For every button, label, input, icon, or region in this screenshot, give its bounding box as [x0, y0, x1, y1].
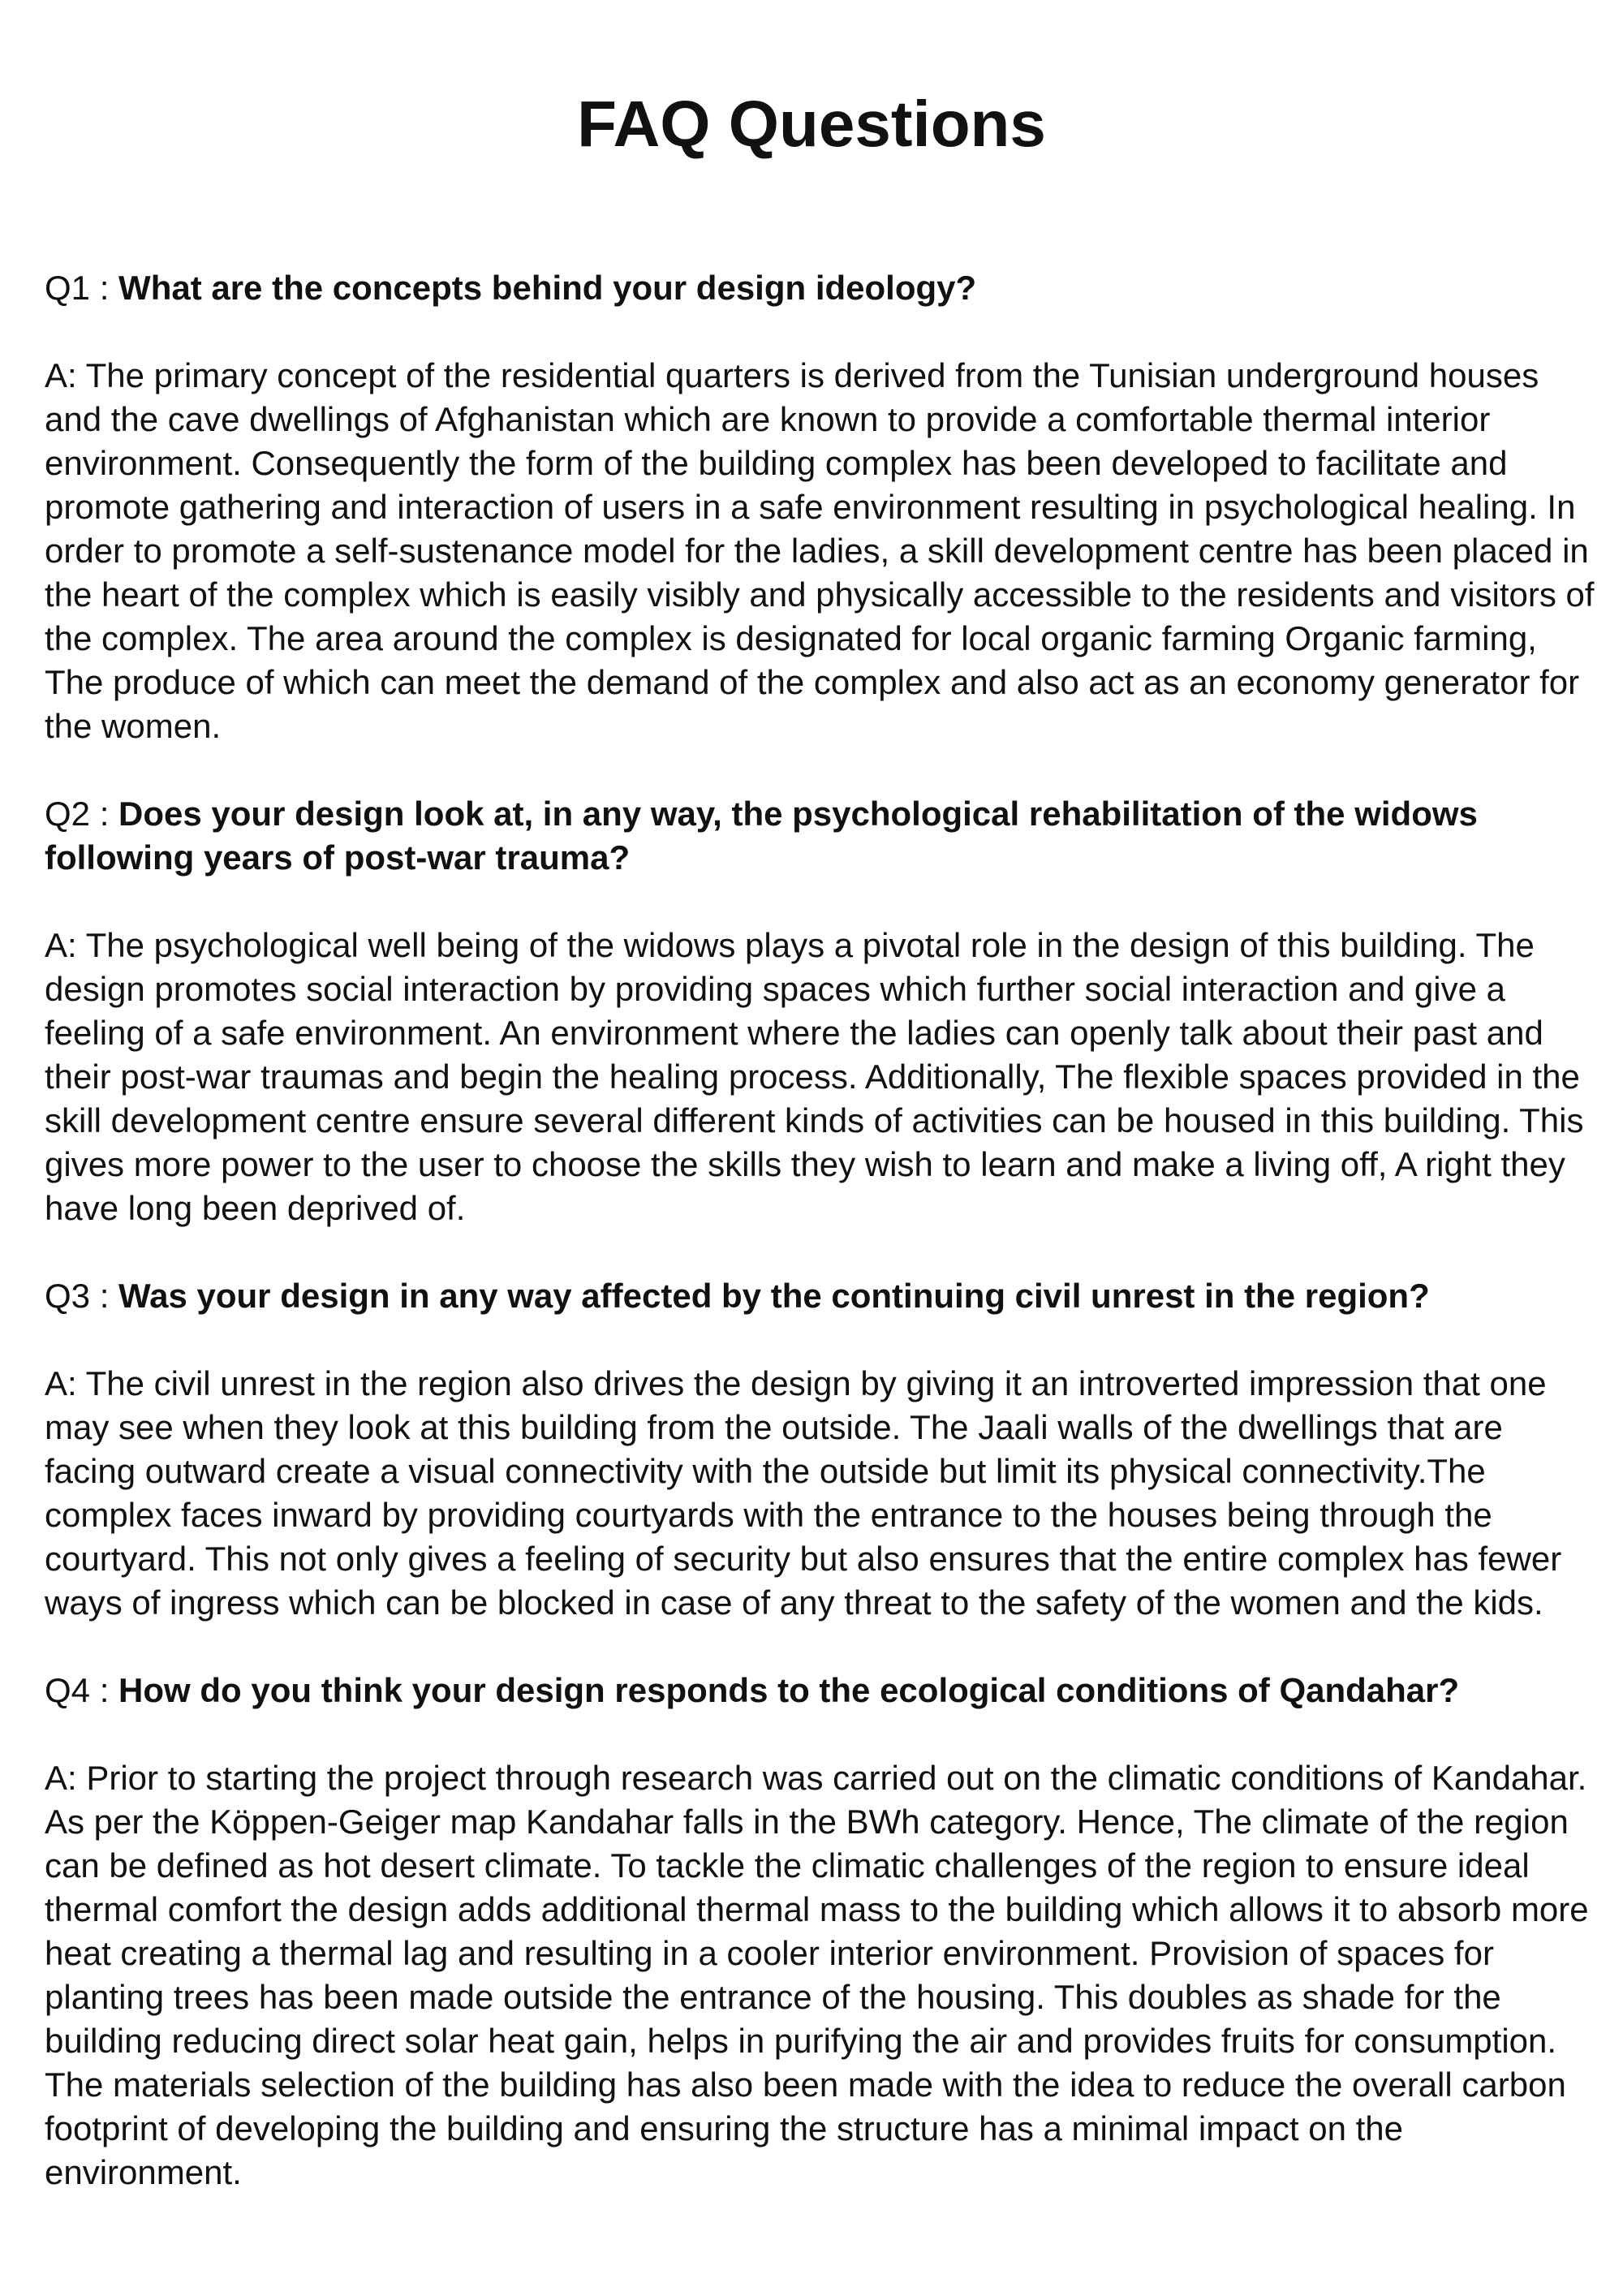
question-label: Q3 : — [45, 1277, 119, 1315]
question-label: Q1 : — [45, 269, 119, 307]
faq-content — [45, 266, 1599, 2195]
faq-answer-2: A: The psychological well being of the widows plays a pivotal role in the design of this building. The design promotes social interaction by providing spaces which further social interaction and give a feeling of a safe environment. An environment where the ladies can openly talk about their past and their post-war traumas and begin the healing process. Additionally, The flexible spaces provided in the skill development centre ensure several different kinds of activities can be housed in this building. This gives more power to the user to choose the skills they wish to learn and make a living off, A right they have long been deprived of. — [45, 926, 1584, 1227]
faq-answer-3: A: The civil unrest in the region also drives the design by giving it an introverted impression that one may see when they look at this building from the outside. The Jaali walls of the dwellings that are facing outward create a visual connectivity with the outside but limit its physical connectivity.The complex faces inward by providing courtyards with the entrance to the houses being through the courtyard. This not only gives a feeling of security but also ensures that the entire complex has fewer ways of ingress which can be blocked in case of any threat to the safety of the women and the kids. — [45, 1364, 1562, 1622]
faq-question-3 — [45, 1274, 1599, 1318]
faq-question-4 — [45, 1669, 1599, 1712]
question-label: Q4 : — [45, 1671, 119, 1709]
page-title: FAQ Questions — [577, 88, 1046, 160]
question-text: How do you think your design responds to the ecological conditions of Qandahar? — [118, 1671, 1460, 1709]
question-text: Does your design look at, in any way, the psychological rehabilitation of the widows following years of post-war trauma? — [45, 795, 1478, 877]
faq-question-2 — [45, 792, 1599, 880]
faq-answer-4-continued: The materials selection of the building has also been made with the idea to reduce the overall carbon footprint of developing the building and ensuring the structure has a minimal impact on the environment. — [45, 2066, 1566, 2191]
faq-answer-1: A: The primary concept of the residential quarters is derived from the Tunisian underground houses and the cave dwellings of Afghanistan which are known to provide a comfortable thermal interior environment. Consequently the form of the building complex has been developed to facilitate and promote gathering and interaction of users in a safe environment resulting in psychological healing. In order to promote a self-sustenance model for the ladies, a skill development centre has been placed in the heart of the complex which is easily visibly and physically accessible to the residents and visitors of the complex. The area around the complex is designated for local organic farming Organic farming, The produce of which can meet the demand of the complex and also act as an economy generator for the women. — [45, 356, 1595, 745]
question-text: What are the concepts behind your design ideology? — [118, 269, 977, 307]
question-text: Was your design in any way affected by the continuing civil unrest in the region? — [118, 1277, 1430, 1315]
faq-answer-4: A: Prior to starting the project through research was carried out on the climatic conditions of Kandahar. As per the Köppen-Geiger map Kandahar falls in the BWh category. Hence, The climate of the region can be defined as hot desert climate. To tackle the climatic challenges of the region to ensure ideal thermal comfort the design adds additional thermal mass to the building which allows it to absorb more heat creating a thermal lag and resulting in a cooler interior environment. Provision of spaces for planting trees has been made outside the entrance of the housing. This doubles as shade for the building reducing direct solar heat gain, helps in purifying the air and provides fruits for consumption. — [45, 1759, 1589, 2060]
question-label: Q2 : — [45, 795, 119, 833]
faq-question-1 — [45, 266, 1599, 310]
